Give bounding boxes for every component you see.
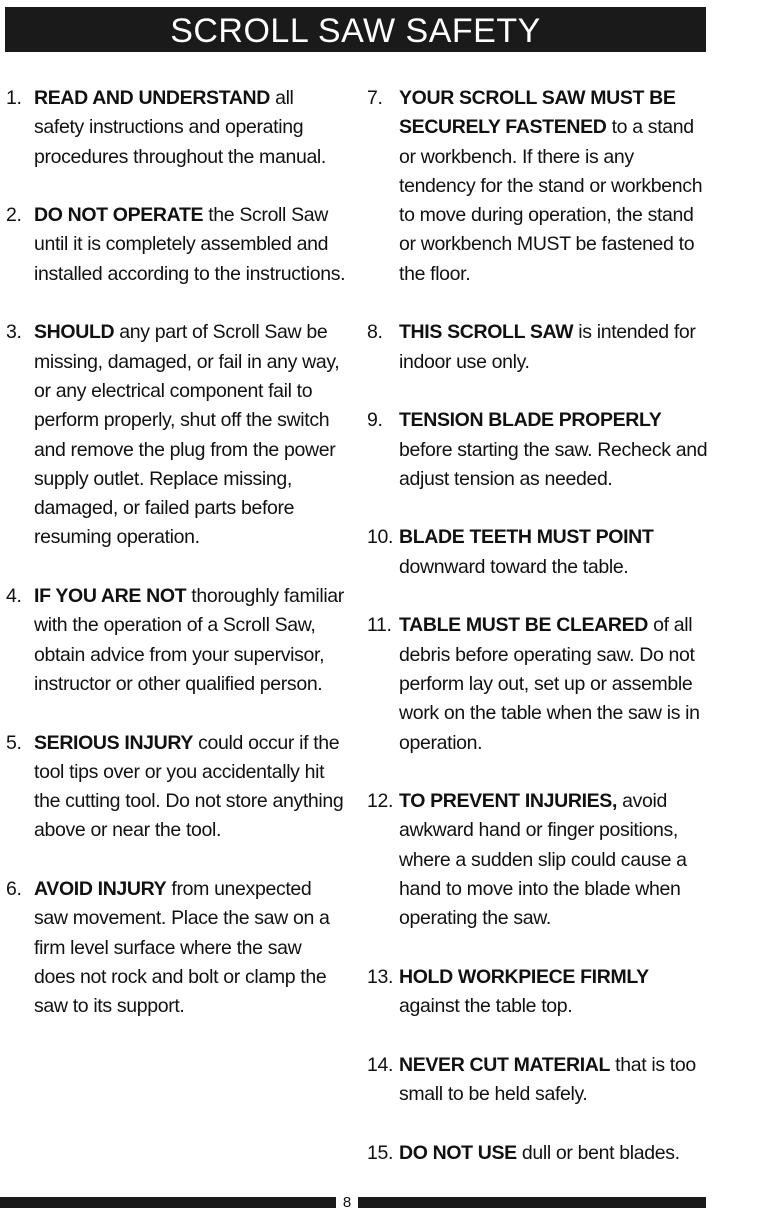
item-lead: SERIOUS INJURY — [34, 731, 194, 754]
item-number: 15. — [367, 1141, 394, 1164]
safety-item — [367, 1139, 712, 1168]
item-rest: could occur if the tool tips over or you accidentally hit the cutting tool. Do not store anything above or near the tool. — [34, 731, 344, 842]
safety-item — [367, 963, 712, 1022]
item-text — [399, 963, 712, 1022]
item-text — [34, 318, 346, 552]
safety-item — [367, 787, 712, 933]
safety-item — [367, 318, 712, 377]
item-lead: YOUR SCROLL SAW MUST BE SECURELY FASTENED — [399, 87, 676, 139]
footer-rule-left — [0, 1197, 336, 1208]
left-column — [6, 84, 346, 1051]
safety-item — [6, 84, 346, 172]
item-number: 9. — [367, 409, 383, 432]
safety-item — [6, 201, 346, 289]
safety-item — [367, 611, 712, 757]
item-text — [399, 84, 712, 289]
item-number: 8. — [367, 321, 383, 344]
item-rest: that is too small to be held safely. — [399, 1053, 696, 1106]
item-text — [34, 84, 346, 172]
item-text — [399, 787, 712, 933]
safety-item — [367, 523, 712, 582]
safety-item — [367, 84, 712, 289]
item-lead: TO PREVENT INJURIES, — [399, 790, 618, 813]
item-rest: thoroughly familiar with the operation of a Scroll Saw, obtain advice from your supervisor, instructor or other qualified person. — [34, 585, 344, 695]
item-rest: before starting the saw. Recheck and adjust tension as needed. — [399, 438, 708, 490]
item-text — [399, 1051, 712, 1110]
item-number: 7. — [367, 87, 383, 109]
item-lead: TENSION BLADE PROPERLY — [399, 409, 662, 432]
item-rest: any part of Scroll Saw be missing, damaged, or fail in any way, or any electrical component fail to perform properly, shut off the switch and remove the plug from the power supply outlet. Replace missing, damaged, or failed parts before resuming operation. — [34, 321, 340, 549]
item-rest: of all debris before operating saw. Do not perform lay out, set up or assemble work on the table when the saw is in operation. — [399, 614, 700, 754]
item-lead: DO NOT USE — [399, 1141, 517, 1164]
safety-item — [6, 875, 346, 1021]
footer-rule-right — [358, 1197, 706, 1208]
item-number: 14. — [367, 1053, 394, 1076]
item-text — [399, 406, 712, 494]
item-rest: against the table top. — [399, 995, 573, 1018]
item-text — [399, 318, 712, 377]
item-number: 11. — [367, 614, 392, 637]
item-rest: to a stand or workbench. If there is any tendency for the stand or workbench to move during operation, the stand or workbench MUST be fastened to the floor. — [399, 116, 703, 285]
item-number: 10. — [367, 526, 394, 549]
safety-item — [367, 406, 712, 494]
item-text — [34, 582, 346, 699]
item-rest: dull or bent blades. — [516, 1141, 680, 1164]
item-number: 2. — [6, 204, 22, 227]
item-text — [399, 611, 712, 757]
page-number: 8 — [342, 1194, 352, 1211]
item-text — [34, 201, 346, 289]
safety-item — [6, 318, 346, 552]
item-lead: TABLE MUST BE CLEARED — [399, 614, 649, 637]
right-column — [367, 84, 712, 1197]
safety-item — [6, 582, 346, 699]
item-number: 1. — [6, 87, 22, 109]
item-lead: NEVER CUT MATERIAL — [399, 1053, 611, 1076]
item-number: 13. — [367, 965, 394, 988]
item-lead: IF YOU ARE NOT — [34, 585, 187, 608]
item-number: 4. — [6, 585, 22, 608]
item-lead: SHOULD — [34, 321, 115, 344]
item-number: 12. — [367, 790, 394, 813]
page-title: SCROLL SAW SAFETY — [5, 7, 706, 52]
item-rest: all safety instructions and operating procedures throughout the manual. — [34, 87, 326, 168]
item-lead: READ AND UNDERSTAND — [34, 87, 271, 109]
item-text — [399, 523, 712, 582]
item-lead: THIS SCROLL SAW — [399, 321, 574, 344]
item-number: 3. — [6, 321, 22, 344]
item-rest: the Scroll Saw until it is completely assembled and installed according to the instructions. — [34, 204, 346, 285]
item-number: 6. — [6, 878, 22, 901]
item-text — [399, 1139, 712, 1168]
item-rest: avoid awkward hand or finger positions, where a sudden slip could cause a hand to move into the blade when operating the saw. — [399, 790, 687, 930]
item-rest: from unexpected saw movement. Place the saw on a firm level surface where the saw does not rock and bolt or clamp the saw to its support. — [34, 878, 330, 1018]
item-lead: HOLD WORKPIECE FIRMLY — [399, 965, 649, 988]
item-number: 5. — [6, 731, 22, 754]
item-lead: AVOID INJURY — [34, 878, 167, 901]
item-lead: DO NOT OPERATE — [34, 204, 204, 227]
item-text — [34, 875, 346, 1021]
safety-item — [367, 1051, 712, 1110]
item-rest: downward toward the table. — [399, 555, 629, 578]
safety-item — [6, 729, 346, 846]
item-text — [34, 729, 346, 846]
item-lead: BLADE TEETH MUST POINT — [399, 526, 654, 549]
item-rest: is intended for indoor use only. — [399, 321, 696, 373]
